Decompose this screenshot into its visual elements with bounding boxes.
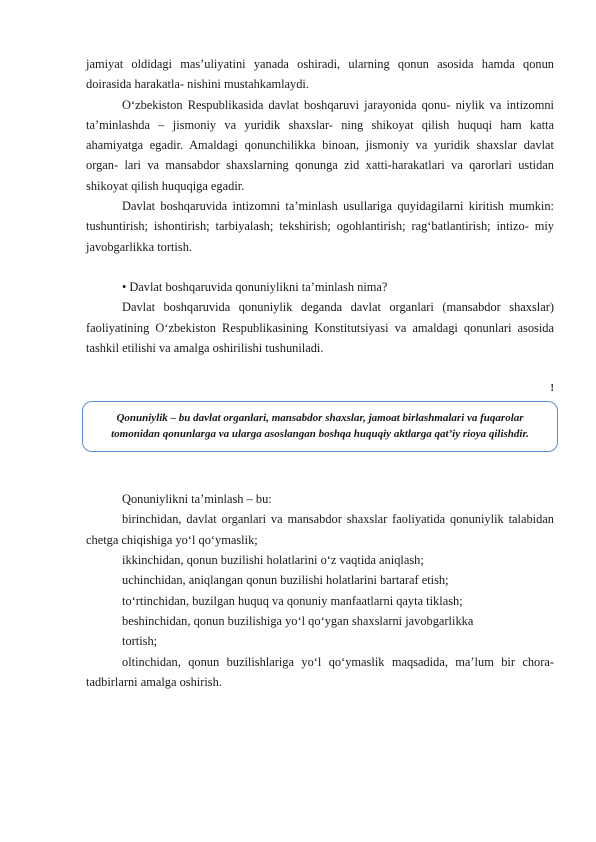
list-item: to‘rtinchidan, buzilgan huquq va qonuniy manfaatlarni qayta tiklash; — [122, 593, 463, 608]
list-intro: Qonuniylikni ta’minlash – bu: — [122, 492, 272, 507]
callout-line: tomonidan qonunlarga va ularga asoslangan boshqa huquqiy aktlarga qat’iy rioya qilishdir. — [111, 428, 529, 441]
list-item: tortish; — [122, 634, 158, 649]
spacer — [86, 257, 554, 277]
list-item: oltinchidan, qonun buzilishlariga yo‘l qo‘ymaslik maqsadida, ma’lum bir chora-tadbirlarni amalga oshirish. — [86, 654, 554, 689]
document-page — [86, 54, 554, 692]
spacer — [86, 452, 554, 489]
answer-paragraph: Davlat boshqaruvida qonuniylik deganda davlat organlari (mansabdor shaxslar) faoliyatining O‘zbekiston Respublikasining Konstitutsiyasi va amaldagi qonunlari asosida tashkil etilishi va amalga oshirilishi tushuniladi. — [86, 300, 554, 355]
exclamation-mark: ! — [550, 382, 554, 395]
paragraph: Davlat boshqaruvida intizomni ta’minlash usullariga quyidagilarni kiritish mumkin: tushuntirish; ishontirish; tarbiyalash; tekshirish; ogohlantirish; rag‘batlantirish; intizo- miy javobgarlikka tortish. — [86, 199, 554, 254]
list-item: uchinchidan, aniqlangan qonun buzilishi holatlarini bartaraf etish; — [122, 573, 449, 588]
definition-callout — [82, 401, 558, 452]
bullet-icon: • — [122, 279, 127, 294]
list-item: ikkinchidan, qonun buzilishi holatlarini o‘z vaqtida aniqlash; — [122, 553, 424, 568]
list-item: birinchidan, davlat organlari va mansabdor shaxslar faoliyatida qonuniylik talabidan chetga chiqishiga yo‘l qo‘ymaslik; — [86, 512, 554, 547]
paragraph: jamiyat oldidagi mas’uliyatini yanada oshiradi, ularning qonun asosida hamda qonun doirasida harakatla- nishini mustahkamlaydi. — [86, 57, 554, 92]
callout-line: Qonuniylik – bu davlat organlari, mansabdor shaxslar, jamoat birlashmalari va fuqarolar — [116, 412, 524, 425]
list-item: beshinchidan, qonun buzilishiga yo‘l qo‘ygan shaxslarni javobgarlikka — [122, 613, 474, 628]
question-text: Davlat boshqaruvida qonuniylikni ta’minlash nima? — [129, 279, 388, 294]
paragraph: O‘zbekiston Respublikasida davlat boshqaruvi jarayonida qonu- niylik va intizomni ta’minlashda – jismoniy va yuridik shaxslar- ning shikoyat qilish huquqi ham katta ahamiyatga egadir. Amaldagi qonunchilikka binoan, jismoniy va yuridik shaxslar davlat organ- lari va mansabdor shaxslarning qonunga zid xatti-harakatlari va qarorlari ustidan shikoyat qilish huquqiga egadir. — [86, 97, 554, 193]
question-line — [86, 277, 554, 297]
spacer — [86, 358, 554, 378]
